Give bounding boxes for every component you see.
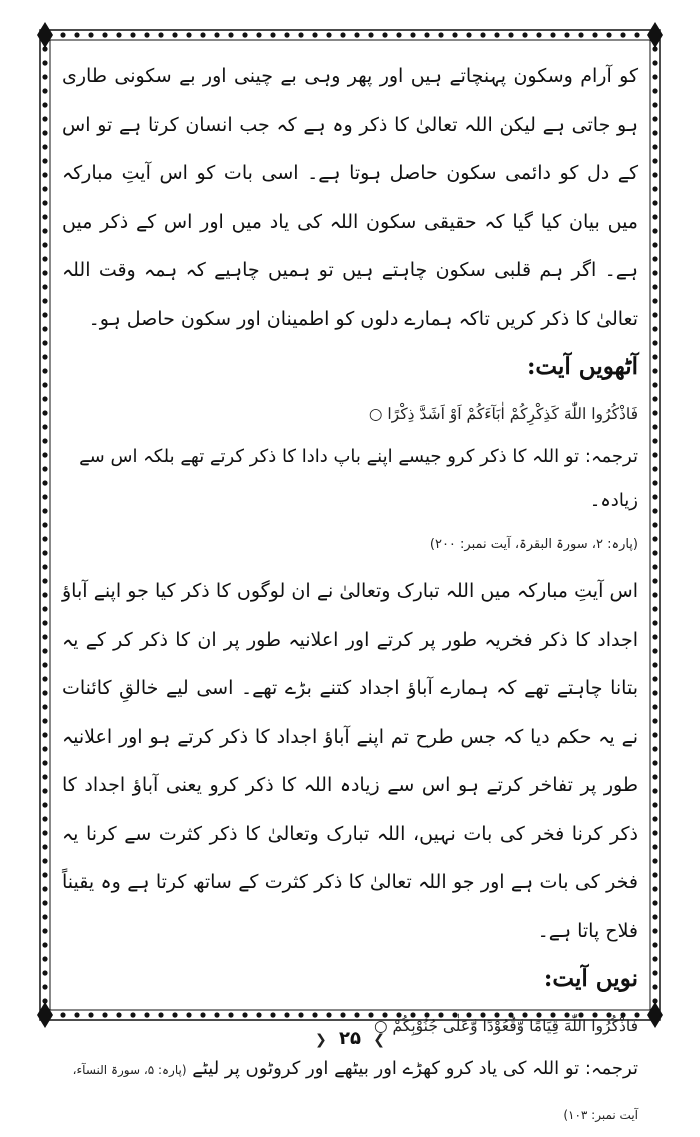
intro-paragraph: کو آرام وسکون پہنچاتے ہیں اور پھر وہی بے چینی اور بے سکونی طاری ہو جاتی ہے لیکن اللہ تعالیٰ کا ذکر وہ ہے کہ جب انسان کرتا ہے تو اس کے دل کو دائمی سکون حاصل ہوتا ہے۔ اسی بات کو اس آیتِ مبارکہ میں بیان کیا گیا کہ حقیقی سکون اللہ کی یاد میں اور اس کے ذکر میں ہے۔ اگر ہم قلبی سکون چاہتے ہیں تو ہمیں چاہیے کہ ہمہ وقت اللہ تعالیٰ کا ذکر کریں تاکہ ہمارے دلوں کو اطمینان اور سکون حاصل ہو۔: [62, 65, 638, 330]
ninth-verse-translation-text: ترجمہ: تو اللہ کی یاد کرو کھڑے اور بیٹھے اور کروٹوں پر لیٹے: [192, 1058, 638, 1079]
ninth-verse-reference: (پارہ: ۵، سورۃ النسآء، آیت نمبر: ۱۰۳): [72, 1063, 638, 1122]
ninth-verse-arabic: فَاذْكُرُوا اللّٰهَ قِيَامًا وَّقُعُوْدًا وَّعَلٰى جُنُوْبِكُمْ ○: [374, 1017, 638, 1035]
ornament-right-icon: ❯: [373, 1032, 385, 1048]
page-number: ۲۵: [339, 1028, 361, 1049]
ninth-verse-heading: نویں آیت:: [543, 965, 638, 992]
eighth-verse-translation: ترجمہ: تو اللہ کا ذکر کرو جیسے اپنے باپ دادا کا ذکر کرتے تھے بلکہ اس سے زیادہ۔: [79, 446, 638, 511]
page-number-footer: [0, 1028, 700, 1049]
eighth-verse-heading: آٹھویں آیت:: [526, 353, 638, 380]
eighth-verse-commentary: اس آیتِ مبارکہ میں اللہ تبارک وتعالیٰ نے ان لوگوں کا ذکر کیا جو اپنے آباؤ اجداد کا ذکر فخریہ طور پر کرتے اور اعلانیہ طور پر ان کا ذکر کر کے یہ بتانا چاہتے تھے کہ ہمارے آباؤ اجداد کتنے بڑے تھے۔ اسی لیے خالقِ کائنات نے یہ حکم دیا کہ جس طرح تم اپنے آباؤ اجداد کا ذکر کرتے ہو اور اعلانیہ طور پر تفاخر کرتے ہو اس سے زیادہ اللہ کا ذکر کرو یعنی آباؤ اجداد کا ذکر کرنا فخر کی بات نہیں، اللہ تبارک وتعالیٰ کا ذکر کثرت سے کرنا یہ فخر کی بات ہے اور جو اللہ تعالیٰ کا ذکر کثرت کے ساتھ کرتا ہے وہ یقیناً فلاح پاتا ہے۔: [62, 580, 638, 942]
eighth-verse-reference: (پارہ: ۲، سورۃ البقرۃ، آیت نمبر: ۲۰۰): [429, 537, 638, 552]
ornament-left-icon: ❮: [314, 1032, 327, 1048]
eighth-verse-arabic: فَاذْكُرُوا اللّٰهَ كَذِكْرِكُمْ اٰبَآءَكُمْ اَوْ اَشَدَّ ذِكْرًا ○: [368, 405, 638, 423]
ninth-verse-translation: [62, 1047, 638, 1137]
